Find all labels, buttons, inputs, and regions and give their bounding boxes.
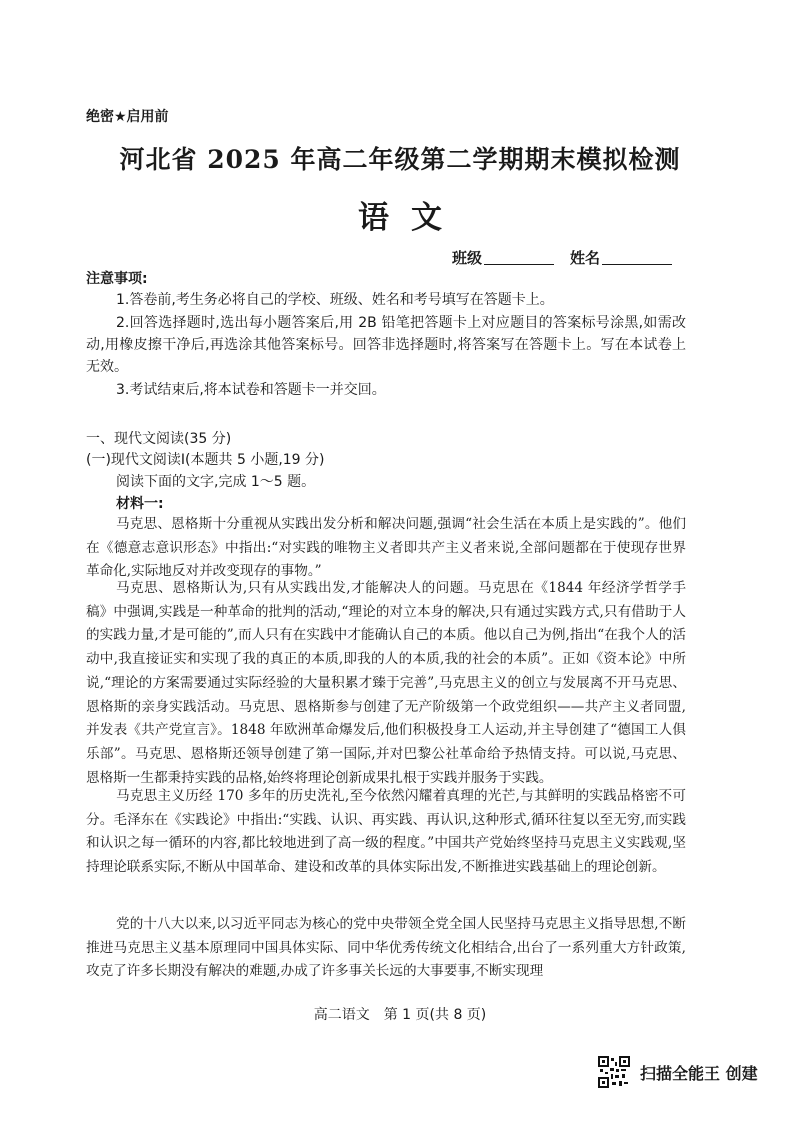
paragraph: 马克思、恩格斯十分重视从实践出发分析和解决问题,强调“社会生活在本质上是实践的”。他们在《德意志意识形态》中指出:“对实践的唯物主义者即共产主义者来说,全部问题都在于使现存世界革命化,实际地反对并改变现存的事物。” [86, 516, 686, 580]
name-blank [602, 249, 672, 265]
footer-page: 第 1 页(共 8 页) [383, 1007, 487, 1023]
student-info-fields [452, 247, 672, 268]
subject-title: 语文 [358, 200, 464, 236]
note-item: 1.答卷前,考生务必将自己的学校、班级、姓名和考号填写在答题卡上。 [116, 292, 554, 308]
section-title: 一、现代文阅读(35 分) [86, 431, 232, 447]
notes-heading: 注意事项: [86, 271, 148, 287]
section-subtitle: (一)现代文阅读Ⅰ(本题共 5 小题,19 分) [86, 452, 325, 468]
page-footer [0, 1004, 800, 1024]
secret-label: 绝密★启用前 [86, 109, 169, 125]
paragraph: 马克思、恩格斯认为,只有从实践出发,才能解决人的问题。马克思在《1844 年经济学哲学手稿》中强调,实践是一种革命的批判的活动,“理论的对立本身的解决,只有通过实践方式,只有借助于人的实践力量,才是可能的”,而人只有在实践中才能确认自己的本质。他以自己为例,指出“在我个人的活动中,我直接证实和实现了我的真正的本质,即我的人的本质,我的社会的本质”。正如《资本论》中所说,“理论的方案需要通过实际经验的大量积累才臻于完善”,马克思主义的创立与发展离不开马克思、恩格斯的亲身实践活动。马克思、恩格斯参与创建了无产阶级第一个政党组织——共产主义者同盟,并发表《共产党宣言》。1848 年欧洲革命爆发后,他们积极投身工人运动,并主导创建了“德国工人俱乐部”。马克思、恩格斯还领导创建了第一国际,并对巴黎公社革命给予热情支持。可以说,马克思、恩格斯一生都秉持实践的品格,始终将理论创新成果扎根于实践并服务于实践。 [86, 580, 686, 786]
note-item: 3.考试结束后,将本试卷和答题卡一并交回。 [116, 382, 386, 398]
name-label: 姓名 [570, 249, 601, 267]
paragraph: 党的十八大以来,以习近平同志为核心的党中央带领全党全国人民坚持马克思主义指导思想,不断推进马克思主义基本原理同中国具体实际、同中华优秀传统文化相结合,出台了一系列重大方针政策,攻克了许多长期没有解决的难题,办成了许多事关长远的大事要事,不断实现理 [86, 916, 686, 980]
watermark-text: 扫描全能王 创建 [640, 1064, 758, 1083]
reading-instruction: 阅读下面的文字,完成 1～5 题。 [116, 474, 316, 490]
footer-subject: 高二语文 [313, 1007, 370, 1023]
note-item: 2.回答选择题时,选出每小题答案后,用 2B 铅笔把答题卡上对应题目的答案标号涂黑,如需改动,用橡皮擦干净后,再选涂其他答案标号。回答非选择题时,将答案写在答题卡上。写在本试卷上无效。 [86, 315, 686, 375]
class-label: 班级 [452, 249, 483, 267]
qr-code-icon [598, 1056, 630, 1088]
exam-title: 河北省 2025 年高二年级第二学期期末模拟检测 [119, 145, 681, 174]
material-label: 材料一: [116, 496, 164, 512]
class-blank [484, 249, 554, 265]
paragraph: 马克思主义历经 170 多年的历史洗礼,至今依然闪耀着真理的光芒,与其鲜明的实践品格密不可分。毛泽东在《实践论》中指出:“实践、认识、再实践、再认识,这种形式,循环往复以至无穷,而实践和认识之每一循环的内容,都比较地进到了高一级的程度。”中国共产党始终坚持马克思主义实践观,坚持理论联系实际,不断从中国革命、建设和改革的具体实际出发,不断推进实践基础上的理论创新。 [86, 788, 686, 876]
